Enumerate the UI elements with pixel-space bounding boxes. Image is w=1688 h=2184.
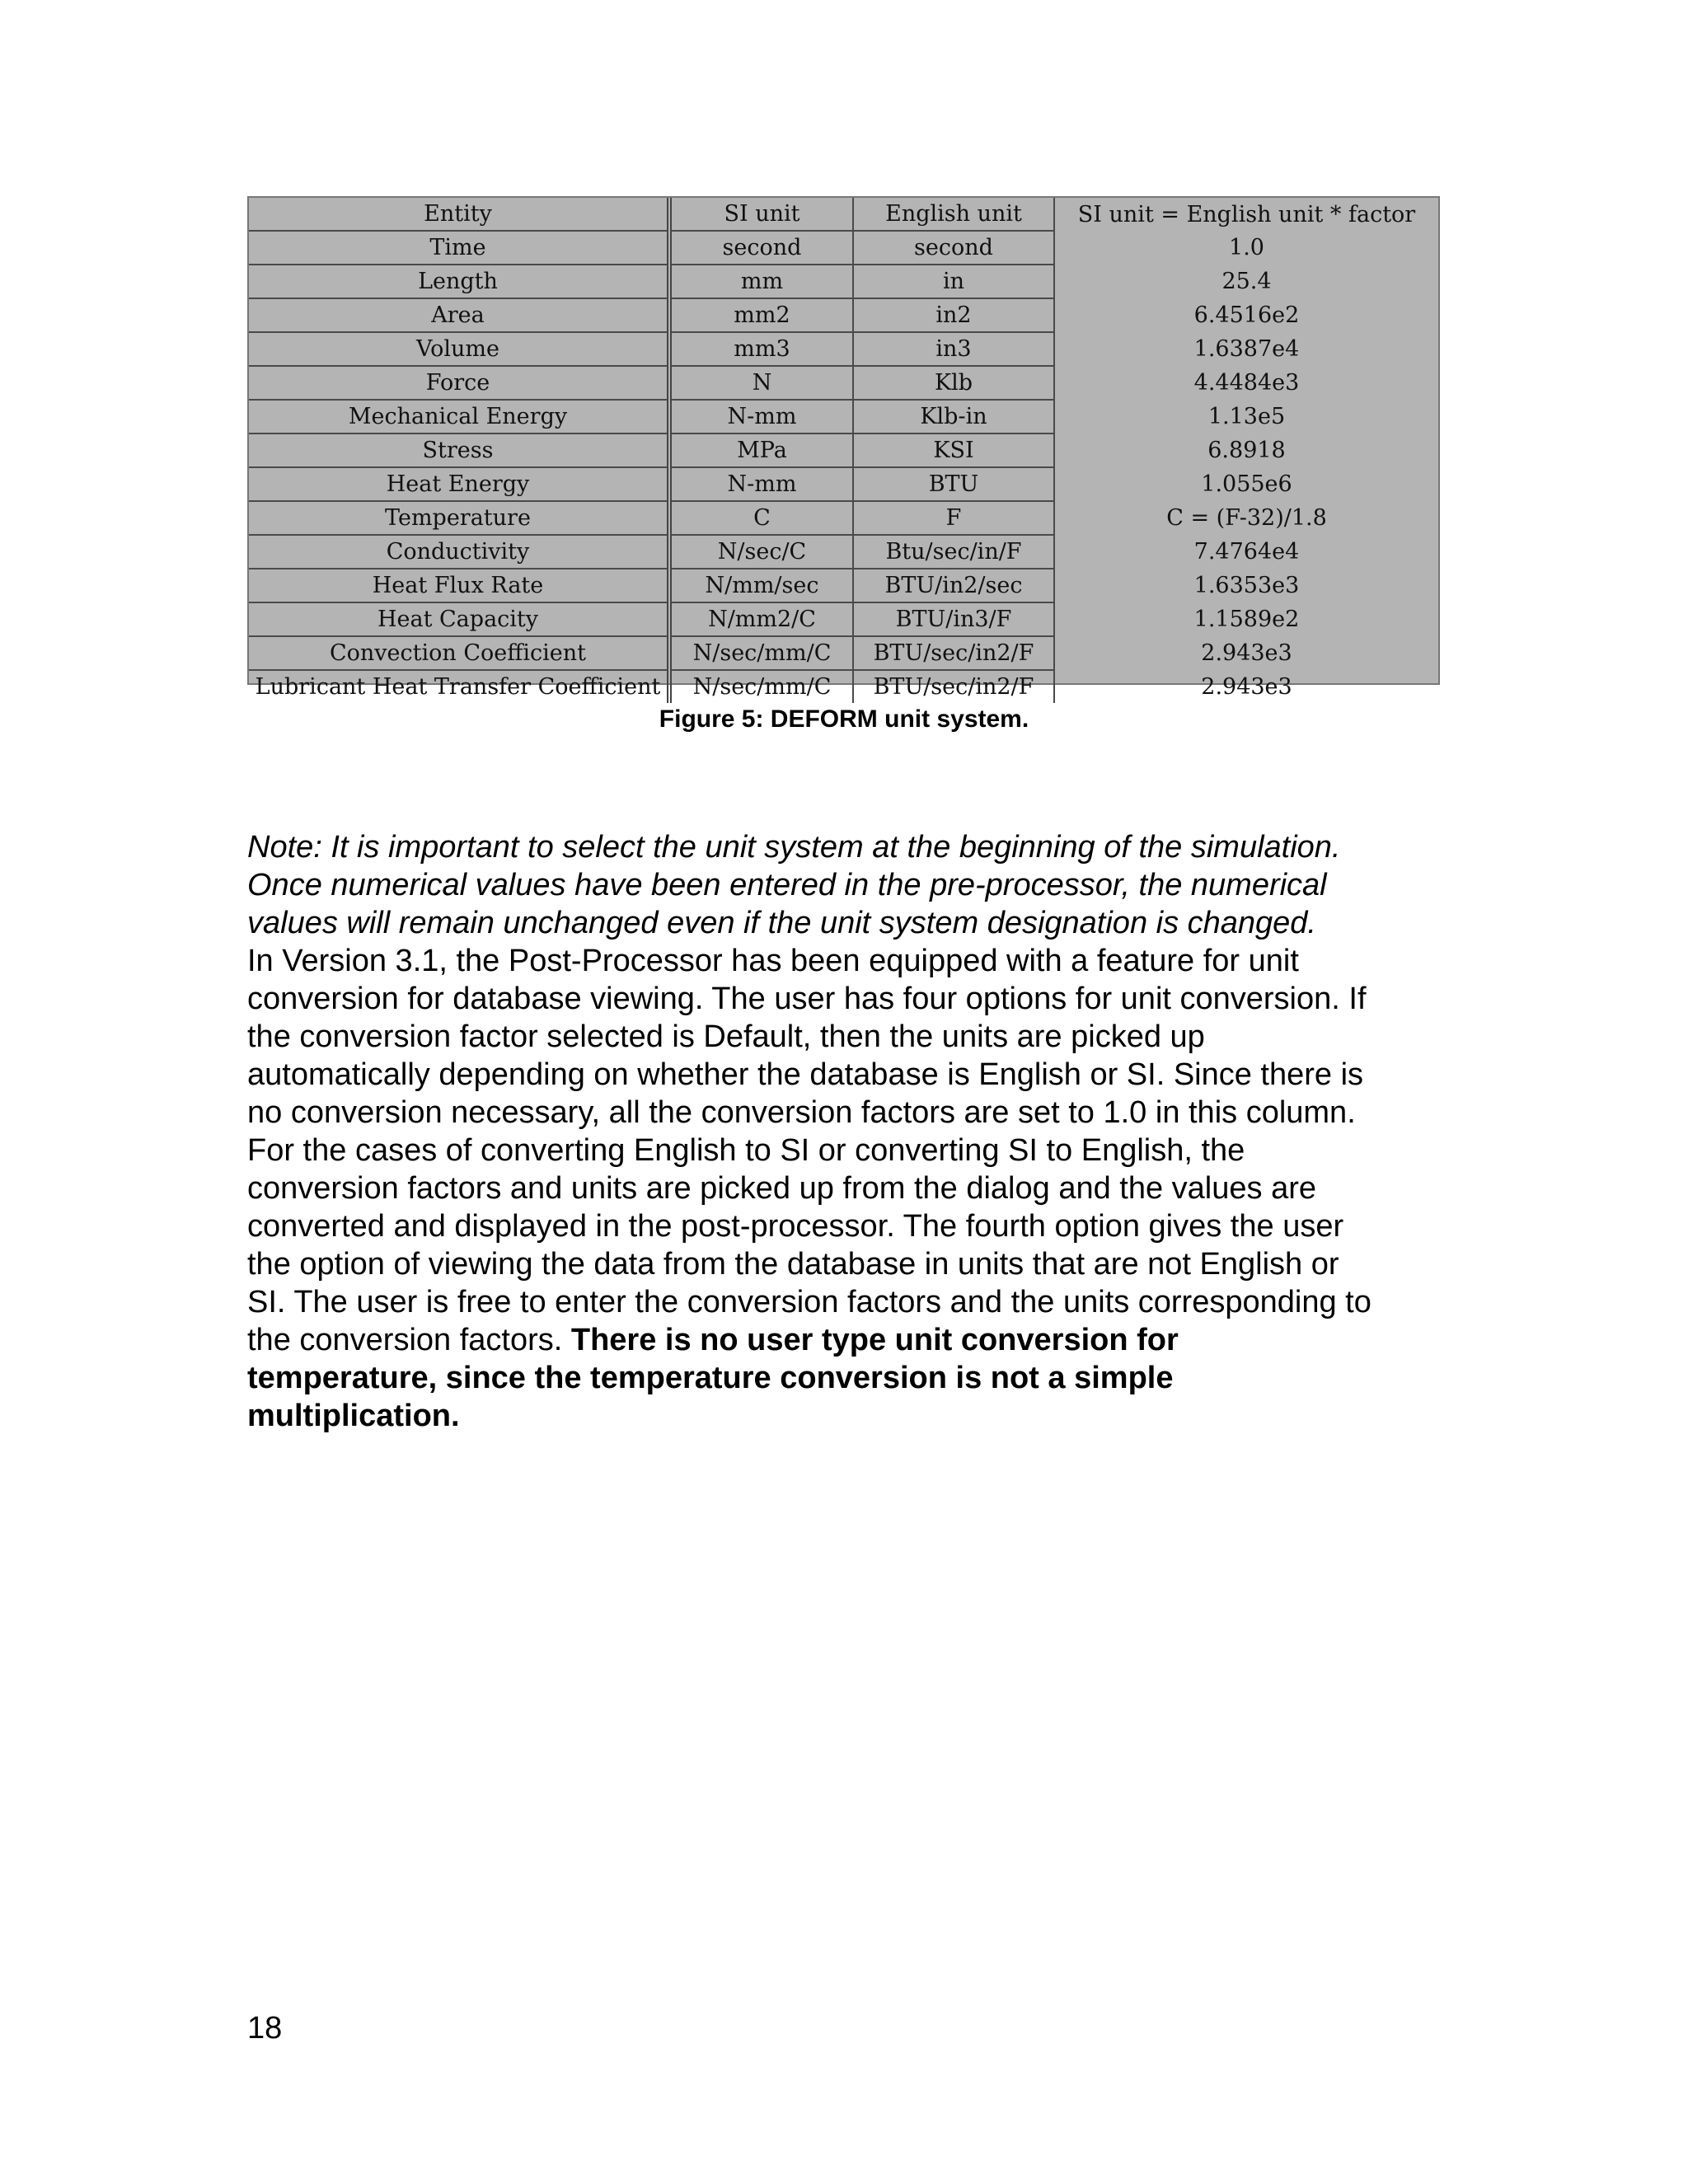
unit-system-table-figure bbox=[247, 196, 1440, 700]
cell-english-unit: BTU/sec/in2/F bbox=[853, 670, 1054, 703]
cell-entity: Area bbox=[249, 298, 669, 332]
note-line: Once numerical values have been entered in the pre-processor, the numerical bbox=[247, 868, 1327, 902]
header-si-unit: SI unit bbox=[669, 198, 853, 231]
cell-english-unit: Klb-in bbox=[853, 400, 1054, 434]
cell-si-unit: C bbox=[669, 501, 853, 535]
cell-english-unit: BTU/sec/in2/F bbox=[853, 636, 1054, 670]
table-row bbox=[249, 602, 1438, 636]
table-row bbox=[249, 231, 1438, 265]
cell-si-unit: N/sec/mm/C bbox=[669, 636, 853, 670]
paragraph-line: converted and displayed in the post-processor. The fourth option gives the user bbox=[247, 1209, 1344, 1244]
cell-si-unit: N/mm/sec bbox=[669, 569, 853, 602]
paragraph-line: the conversion factor selected is Default, then the units are picked up bbox=[247, 1019, 1205, 1054]
cell-factor: 1.6353e3 bbox=[1193, 573, 1300, 598]
header-english-unit: English unit bbox=[853, 198, 1054, 231]
cell-entity: Force bbox=[249, 366, 669, 400]
cell-factor: 1.6387e4 bbox=[1193, 336, 1300, 362]
cell-entity: Heat Energy bbox=[249, 467, 669, 501]
cell-si-unit: mm2 bbox=[669, 298, 853, 332]
cell-factor: 1.055e6 bbox=[1201, 471, 1292, 497]
cell-english-unit: BTU bbox=[853, 467, 1054, 501]
table-row bbox=[249, 535, 1438, 569]
cell-si-unit: mm3 bbox=[669, 332, 853, 366]
cell-english-unit: in2 bbox=[853, 298, 1054, 332]
figure-caption: Figure 5: DEFORM unit system. bbox=[659, 705, 1029, 733]
table-body bbox=[249, 231, 1438, 703]
cell-entity: Lubricant Heat Transfer Coefficient bbox=[249, 670, 669, 703]
cell-factor: 7.4764e4 bbox=[1193, 539, 1300, 565]
cell-entity: Time bbox=[249, 231, 669, 265]
cell-entity: Mechanical Energy bbox=[249, 400, 669, 434]
cell-entity: Heat Capacity bbox=[249, 602, 669, 636]
cell-entity: Length bbox=[249, 265, 669, 298]
cell-factor: 6.8918 bbox=[1207, 438, 1286, 463]
cell-si-unit: N/sec/mm/C bbox=[669, 670, 853, 703]
header-entity: Entity bbox=[249, 198, 669, 231]
paragraph-line: conversion for database viewing. The user has four options for unit conversion. If bbox=[247, 982, 1367, 1016]
cell-english-unit: second bbox=[853, 231, 1054, 265]
table-row bbox=[249, 636, 1438, 670]
paragraph-line: no conversion necessary, all the conversion factors are set to 1.0 in this column. bbox=[247, 1095, 1356, 1130]
paragraph-line: In Version 3.1, the Post-Processor has been equipped with a feature for unit bbox=[247, 944, 1299, 978]
table-row bbox=[249, 366, 1438, 400]
bold-statement-line: multiplication. bbox=[247, 1399, 460, 1433]
cell-si-unit: mm bbox=[669, 265, 853, 298]
cell-english-unit: Btu/sec/in/F bbox=[853, 535, 1054, 569]
cell-entity: Conductivity bbox=[249, 535, 669, 569]
cell-english-unit: F bbox=[853, 501, 1054, 535]
cell-factor: 25.4 bbox=[1221, 269, 1272, 294]
cell-si-unit: second bbox=[669, 231, 853, 265]
table-row bbox=[249, 434, 1438, 467]
table-row bbox=[249, 265, 1438, 298]
cell-english-unit: BTU/in2/sec bbox=[853, 569, 1054, 602]
table-row bbox=[249, 467, 1438, 501]
cell-factor: 6.4516e2 bbox=[1193, 302, 1300, 328]
cell-si-unit: N bbox=[669, 366, 853, 400]
cell-factor: 2.943e3 bbox=[1201, 640, 1292, 666]
cell-english-unit: Klb bbox=[853, 366, 1054, 400]
note-line: Note: It is important to select the unit system at the beginning of the simulation. bbox=[247, 830, 1341, 865]
paragraph-line: the option of viewing the data from the database in units that are not English or bbox=[247, 1247, 1339, 1282]
cell-si-unit: N/sec/C bbox=[669, 535, 853, 569]
paragraph-line: For the cases of converting English to SI or converting SI to English, the bbox=[247, 1133, 1245, 1168]
paragraph-text: the conversion factors. bbox=[247, 1323, 571, 1357]
cell-entity: Convection Coefficient bbox=[249, 636, 669, 670]
cell-si-unit: N/mm2/C bbox=[669, 602, 853, 636]
table-row bbox=[249, 298, 1438, 332]
cell-factor: 1.13e5 bbox=[1207, 404, 1286, 429]
cell-entity: Heat Flux Rate bbox=[249, 569, 669, 602]
table-row bbox=[249, 501, 1438, 535]
cell-entity: Stress bbox=[249, 434, 669, 467]
paragraph-line: conversion factors and units are picked up from the dialog and the values are bbox=[247, 1171, 1316, 1206]
cell-english-unit: BTU/in3/F bbox=[853, 602, 1054, 636]
table-row bbox=[249, 670, 1438, 703]
cell-si-unit: N-mm bbox=[669, 467, 853, 501]
cell-factor: 1.0 bbox=[1229, 235, 1264, 260]
cell-factor: 2.943e3 bbox=[1201, 673, 1292, 700]
cell-si-unit: MPa bbox=[669, 434, 853, 467]
cell-english-unit: KSI bbox=[853, 434, 1054, 467]
cell-entity: Temperature bbox=[249, 501, 669, 535]
cell-si-unit: N-mm bbox=[669, 400, 853, 434]
page-number: 18 bbox=[247, 2011, 283, 2046]
table-row bbox=[249, 569, 1438, 602]
bold-statement-line: temperature, since the temperature conversion is not a simple bbox=[247, 1361, 1174, 1395]
unit-system-table bbox=[249, 198, 1438, 703]
paragraph-line: SI. The user is free to enter the conversion factors and the units corresponding to bbox=[247, 1285, 1372, 1319]
paragraph-line-mixed bbox=[247, 1321, 1451, 1359]
table-row bbox=[249, 400, 1438, 434]
header-factor: SI unit = English unit * factor bbox=[1077, 201, 1416, 227]
cell-english-unit: in3 bbox=[853, 332, 1054, 366]
cell-factor: 4.4484e3 bbox=[1193, 370, 1300, 396]
paragraph-line: automatically depending on whether the database is English or SI. Since there is bbox=[247, 1057, 1364, 1092]
table-header-row bbox=[249, 198, 1438, 231]
bold-statement: There is no user type unit conversion for bbox=[570, 1323, 1179, 1357]
table-row bbox=[249, 332, 1438, 366]
cell-english-unit: in bbox=[853, 265, 1054, 298]
body-text bbox=[247, 828, 1451, 1435]
cell-factor: C = (F-32)/1.8 bbox=[1166, 505, 1327, 531]
cell-entity: Volume bbox=[249, 332, 669, 366]
cell-factor: 1.1589e2 bbox=[1193, 607, 1300, 632]
note-line: values will remain unchanged even if the unit system designation is changed. bbox=[247, 906, 1316, 940]
